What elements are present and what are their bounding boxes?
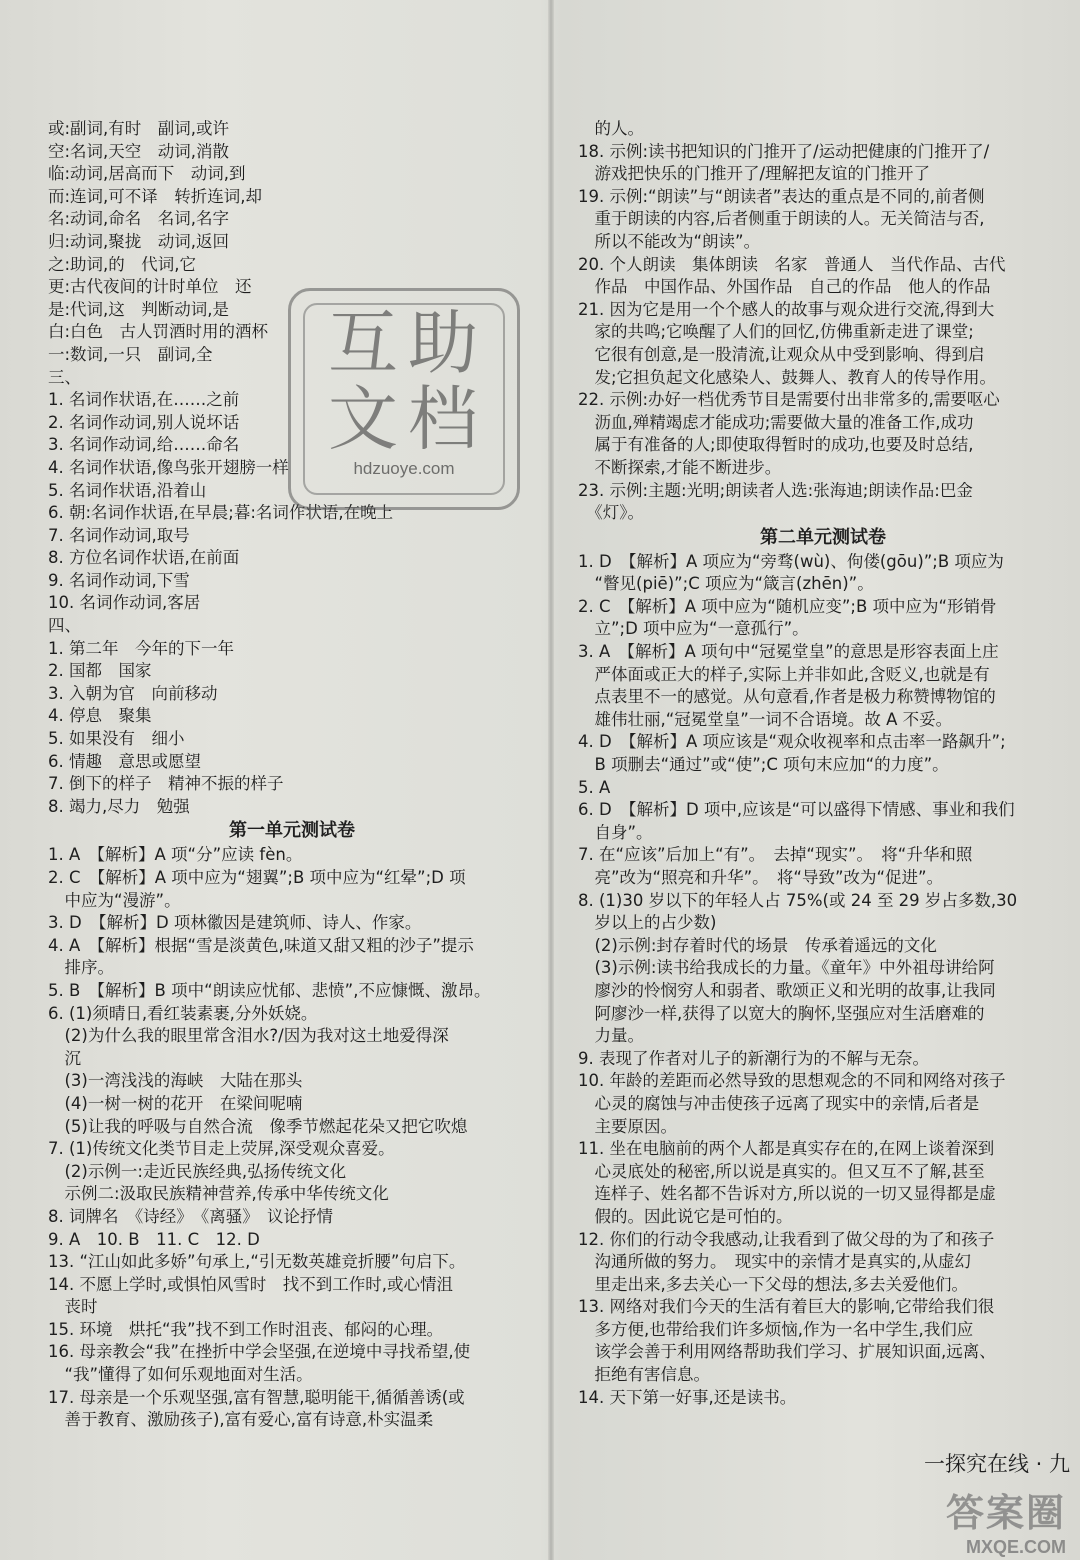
answer-line: 发;它担负起文化感染人、鼓舞人、教育人的传导作用。 <box>578 367 997 387</box>
answer-line: (3)一湾浅浅的海峡 大陆在那头 <box>48 1071 303 1091</box>
answer-line: 14. 不愿上学时,或惧怕风雪时 找不到工作时,或心情沮 <box>48 1274 453 1294</box>
answer-line: 7. 名词作动词,取号 <box>48 525 190 545</box>
stamp-url: hdzuoye.com <box>353 459 455 478</box>
answer-line: “瞥见(piē)”;C 项应为“箴言(zhēn)”。 <box>578 574 874 594</box>
answer-line: 6. 朝:名词作状语,在早晨;暮:名词作状语,在晚上 <box>48 503 394 523</box>
answer-line: 3. 名词作动词,给……命名 <box>48 435 240 455</box>
answer-line: 多方便,也带给我们许多烦恼,作为一名中学生,我们应 <box>578 1319 974 1339</box>
answer-line: 点表里不一的感觉。从句意看,作者是极力称赞博物馆的 <box>578 687 996 707</box>
right-column <box>578 118 1068 1409</box>
answer-line: 6. 情趣 意思或愿望 <box>48 751 201 771</box>
page-footer: 一探究在线 · 九 <box>923 1452 1070 1476</box>
answer-line: 7. 倒下的样子 精神不振的样子 <box>48 774 284 794</box>
answer-line: 严体面或正大的样子,实际上并非如此,含贬义,也就是有 <box>578 664 990 684</box>
answer-line: (2)示例:封存着时代的场景 传承着遥远的文化 <box>578 935 937 955</box>
answer-line: 心灵底处的秘密,所以说是真实的。但又互不了解,甚至 <box>578 1161 985 1181</box>
answer-line: 1. 名词作状语,在……之前 <box>48 390 240 410</box>
unit2-answer-lines <box>578 551 1068 1410</box>
answer-line: 归:动词,聚拢 动词,返回 <box>48 231 230 251</box>
answer-line: 排序。 <box>48 958 114 978</box>
answer-line: 里走出来,多去关心一下父母的想法,多去关爱他们。 <box>578 1274 968 1294</box>
answer-line: 2. 名词作动词,别人说坏话 <box>48 412 240 432</box>
answer-line: 或:副词,有时 副词,或许 <box>48 119 230 138</box>
answer-line: 5. B 【解析】B 项中“朗读应忧郁、悲愤”,不应慷慨、激昂。 <box>48 980 491 1000</box>
answer-line: 丧时 <box>48 1297 98 1317</box>
answer-line: 23. 示例:主题:光明;朗读者人选:张海迪;朗读作品:巴金 <box>578 480 973 500</box>
unit2-test-heading: 第二单元测试卷 <box>760 526 886 548</box>
answer-line: 10. 年龄的差距而必然导致的思想观念的不同和网络对孩子 <box>578 1071 1006 1091</box>
answer-line: 该学会善于利用网络帮助我们学习、扩展知识面,远离、 <box>578 1342 996 1362</box>
answer-line: 7. 在“应该”后加上“有”。 去掉“现实”。 将“升华和照 <box>578 845 973 865</box>
answer-line: 15. 环境 烘托“我”找不到工作时沮丧、郁闷的心理。 <box>48 1319 444 1339</box>
answer-line: 5. A <box>578 777 611 797</box>
answer-line: 的人。 <box>578 119 644 138</box>
answer-line: 家的共鸣;它唤醒了人们的回忆,仿佛重新走进了课堂; <box>578 322 974 342</box>
answer-line: 岁以上的占少数) <box>578 913 717 933</box>
answer-line: 所以不能改为“朗读”。 <box>578 231 761 251</box>
answer-line: 4. A 【解析】根据“雪是淡黄色,味道又甜又粗的沙子”提示 <box>48 935 474 955</box>
answer-line: 更:古代夜间的计时单位 还 <box>48 277 252 297</box>
answer-line: 5. 如果没有 细小 <box>48 729 185 749</box>
stamp-characters: 互助文档 <box>328 302 488 460</box>
answer-line: 9. 表现了作者对儿子的新潮行为的不解与无奈。 <box>578 1048 929 1068</box>
answer-line: 6. D 【解析】D 项中,应该是“可以盛得下情感、事业和我们 <box>578 800 1015 820</box>
answer-line: “我”懂得了如何乐观地面对生活。 <box>48 1365 313 1385</box>
answer-line: 主要原因。 <box>578 1116 677 1136</box>
answer-line: 重于朗读的内容,后者侧重于朗读的人。无关简洁与否, <box>578 209 985 229</box>
answer-line: 连样子、姓名都不告诉对方,所以说的一切又显得都是虚 <box>578 1184 996 1204</box>
answer-line: 作品 中国作品、外国作品 自己的作品 他人的作品 <box>578 277 991 297</box>
answer-line: 5. 名词作状语,沿着山 <box>48 480 207 500</box>
answer-line: 名:动词,命名 名词,名字 <box>48 209 230 229</box>
answer-line: 8. 竭力,尽力 勉强 <box>48 796 190 816</box>
answer-line: 白:白色 古人罚酒时用的酒杯 <box>48 322 269 342</box>
answer-line: (2)示例一:走近民族经典,弘扬传统文化 <box>48 1161 347 1181</box>
answer-line: 沥血,殚精竭虑才能成功;需要做大量的准备工作,成功 <box>578 412 974 432</box>
answer-line: 四、 <box>48 616 81 636</box>
answer-line: (5)让我的呼吸与自然合流 像季节燃起花朵又把它吹熄 <box>48 1116 468 1136</box>
answer-line: B 项删去“通过”或“使”;C 项句末应加“的力度”。 <box>578 755 949 775</box>
answer-line: 17. 母亲是一个乐观坚强,富有智慧,聪明能干,循循善诱(或 <box>48 1387 465 1407</box>
answer-line: 属于有准备的人;即使取得暂时的成功,也要及时总结, <box>578 435 974 455</box>
answer-line: 9. A 10. B 11. C 12. D <box>48 1229 260 1249</box>
answer-line: 雄伟壮丽,“冠冕堂皇”一词不合语境。故 A 不妥。 <box>578 709 953 729</box>
answer-line: 1. D 【解析】A 项应为“旁骛(wù)、佝偻(gōu)”;B 项应为 <box>578 551 1004 571</box>
answer-line: 14. 天下第一好事,还是读书。 <box>578 1387 797 1407</box>
answer-line: 11. 坐在电脑前的两个人都是真实存在的,在网上谈着深到 <box>578 1139 995 1159</box>
answer-line: 22. 示例:办好一档优秀节目是需要付出非常多的,需要呕心 <box>578 390 1000 410</box>
answer-line: 8. (1)30 岁以下的年轻人占 75%(或 24 至 29 岁占多数,30 <box>578 890 1018 910</box>
answer-line: 临:动词,居高而下 动词,到 <box>48 164 246 184</box>
answer-line: 善于教育、激励孩子),富有爱心,富有诗意,朴实温柔 <box>48 1410 434 1430</box>
answer-line: 《灯》。 <box>578 503 644 523</box>
answer-line: 8. 词牌名 《诗经》 《离骚》 议论抒情 <box>48 1206 333 1226</box>
answer-line: 13. “江山如此多娇”句承上,“引无数英雄竞折腰”句启下。 <box>48 1252 466 1272</box>
answer-line: (4)一树一树的花开 在梁间呢喃 <box>48 1093 303 1113</box>
answer-line: 示例二:汲取民族精神营养,传承中华传统文化 <box>48 1184 389 1204</box>
answer-line: 心灵的腐蚀与冲击使孩子远离了现实中的亲情,后者是 <box>578 1093 980 1113</box>
answer-line: 沟通所做的努力。 现实中的亲情才是真实的,从虚幻 <box>578 1252 971 1272</box>
answer-line: 9. 名词作动词,下雪 <box>48 570 190 590</box>
answer-line: 拒绝有害信息。 <box>578 1365 710 1385</box>
answer-line: 中应为“漫游”。 <box>48 890 181 910</box>
answer-line: 假的。因此说它是可怕的。 <box>578 1206 793 1226</box>
left-column <box>48 118 536 1432</box>
watermark-logo: 答案圈 <box>945 1491 1066 1535</box>
answer-line: 6. (1)须晴日,看红装素裹,分外妖娆。 <box>48 1003 318 1023</box>
answer-line: 一:数词,一只 副词,全 <box>48 344 213 364</box>
answer-line: 2. 国都 国家 <box>48 661 152 681</box>
answer-line: 之:助词,的 代词,它 <box>48 254 197 274</box>
answer-line: 20. 个人朗读 集体朗读 名家 普通人 当代作品、古代 <box>578 254 1006 274</box>
answer-line: 是:代词,这 判断动词,是 <box>48 299 230 319</box>
mxqe-watermark <box>916 1482 1066 1557</box>
answer-line: 18. 示例:读书把知识的门推开了/运动把健康的门推开了/ <box>578 141 990 161</box>
answer-line: 4. 停息 聚集 <box>48 706 152 726</box>
answer-line: 8. 方位名词作状语,在前面 <box>48 548 240 568</box>
answer-line: 4. D 【解析】A 项应该是“观众收视率和点击率一路飙升”; <box>578 732 1006 752</box>
page-fold-shadow <box>548 0 554 1560</box>
answer-line: 廖沙的怜悯穷人和弱者、歌颂正义和光明的故事,让我同 <box>578 980 996 1000</box>
answer-line: 10. 名词作动词,客居 <box>48 593 201 613</box>
answer-line: 13. 网络对我们今天的生活有着巨大的影响,它带给我们很 <box>578 1297 995 1317</box>
answer-line: 1. 第二年 今年的下一年 <box>48 638 234 658</box>
answer-line: 亮”改为“照亮和升华”。 将“导致”改为“促进”。 <box>578 868 944 887</box>
answer-line: 21. 因为它是用一个个感人的故事与观众进行交流,得到大 <box>578 299 995 319</box>
answer-line: 游戏把快乐的门推开了/理解把友谊的门推开了 <box>578 164 931 184</box>
answer-line: 沉 <box>48 1048 81 1068</box>
answer-line: 空:名词,天空 动词,消散 <box>48 141 230 161</box>
answer-line: 3. D 【解析】D 项林徽因是建筑师、诗人、作家。 <box>48 913 422 933</box>
answer-line: 立”;D 项中应为“一意孤行”。 <box>578 619 809 639</box>
answer-line: 2. C 【解析】A 项中应为“翅翼”;B 项中应为“红晕”;D 项 <box>48 868 466 887</box>
watermark-url: MXQE.COM <box>965 1537 1066 1557</box>
answer-line: 1. A 【解析】A 项“分”应读 fèn。 <box>48 845 303 865</box>
answer-line: (3)示例:读书给我成长的力量。《童年》中外祖母讲给阿 <box>578 958 995 978</box>
answer-line: 自身”。 <box>578 822 653 842</box>
answer-line: 而:连词,可不译 转折连词,却 <box>48 186 263 206</box>
answer-line: 它很有创意,是一股清流,让观众从中受到影响、得到启 <box>578 344 985 364</box>
unit1-test-heading: 第一单元测试卷 <box>229 820 355 842</box>
left-answer-lines <box>48 118 536 818</box>
answer-line: 不断探索,才能不断进步。 <box>578 457 782 477</box>
right-answer-lines <box>578 118 1068 525</box>
answer-line: 3. A 【解析】A 项句中“冠冕堂皇”的意思是形容表面上庄 <box>578 642 999 662</box>
answer-line: 19. 示例:“朗读”与“朗读者”表达的重点是不同的,前者侧 <box>578 186 985 206</box>
answer-line: 16. 母亲教会“我”在挫折中学会坚强,在逆境中寻找希望,使 <box>48 1342 471 1362</box>
answer-line: (2)为什么我的眼里常含泪水?/因为我对这土地爱得深 <box>48 1026 449 1046</box>
answer-line: 4. 名词作状语,像鸟张开翅膀一样 <box>48 457 289 477</box>
answer-line: 12. 你们的行动令我感动,让我看到了做父母的为了和孩子 <box>578 1229 995 1249</box>
answer-line: 2. C 【解析】A 项中应为“随机应变”;B 项中应为“形销骨 <box>578 596 997 616</box>
answer-line: 7. (1)传统文化类节目走上荧屏,深受观众喜爱。 <box>48 1139 395 1159</box>
answer-line: 阿廖沙一样,获得了以宽大的胸怀,坚强应对生活磨难的 <box>578 1003 985 1023</box>
answer-line: 3. 入朝为官 向前移动 <box>48 683 218 703</box>
unit1-answer-lines <box>48 844 536 1431</box>
answer-line: 三、 <box>48 367 81 387</box>
answer-line: 力量。 <box>578 1026 644 1046</box>
